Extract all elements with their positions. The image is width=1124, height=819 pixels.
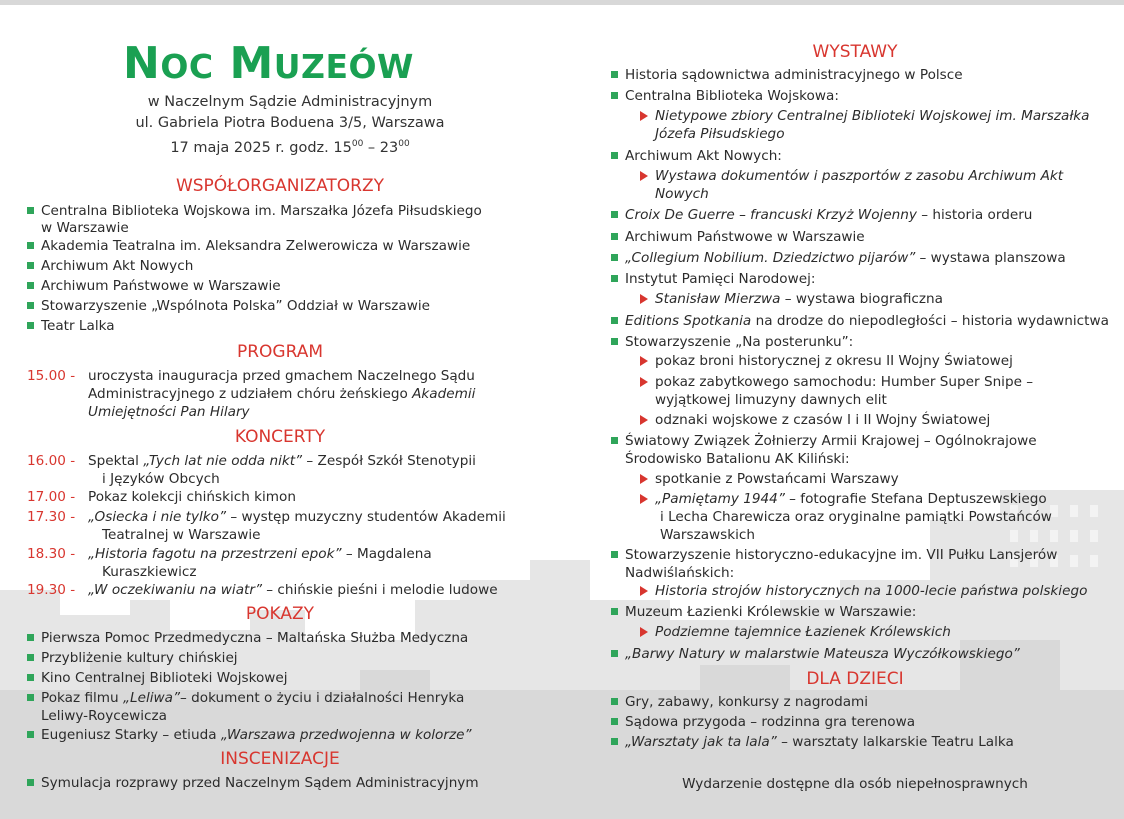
list-item: Stowarzyszenie historyczno-edukacyjne im. VII Pułku Lansjerów (611, 546, 1057, 564)
list-item: Muzeum Łazienki Królewskie w Warszawie: (611, 603, 916, 621)
sub-item: Wystawa dokumentów i paszportów z zasobu Archiwum Akt (640, 167, 1063, 185)
sub-item-cont: i Lecha Charewicza oraz oryginalne pamiątki Powstańców (660, 509, 1052, 525)
list-item: Historia sądownictwa administracyjnego w Polsce (611, 66, 963, 84)
sub-item-cont: Warszawskich (660, 527, 755, 543)
list-item: Centralna Biblioteka Wojskowa: (611, 87, 839, 105)
address-line: ul. Gabriela Piotra Boduena 3/5, Warszawa (135, 115, 445, 131)
sub-item: Nietypowe zbiory Centralnej Biblioteki Wojskowej im. Marszałka (640, 107, 1089, 125)
list-item: Instytut Pamięci Narodowej: (611, 270, 815, 288)
list-item: „Warsztaty jak ta lala” – warsztaty lalkarskie Teatru Lalka (611, 733, 1014, 751)
list-item-cont: Nadwiślańskich: (625, 565, 735, 581)
list-item: Centralna Biblioteka Wojskowa im. Marszałka Józefa Piłsudskiego (27, 202, 482, 220)
shows-heading: POKAZY (245, 604, 315, 624)
coorganizers-heading: WSPÓŁORGANIZATORZY (175, 176, 385, 196)
list-item: Stowarzyszenie „Wspólnota Polska” Oddział w Warszawie (27, 297, 430, 315)
list-item-cont: Środowisko Batalionu AK Kiliński: (625, 451, 850, 467)
list-item: Archiwum Państwowe w Warszawie (611, 228, 865, 246)
accessibility-note: Wydarzenie dostępne dla osób niepełnosprawnych (682, 776, 1028, 792)
list-item: Archiwum Akt Nowych: (611, 147, 782, 165)
sub-item-cont: wyjątkowej limuzyny dawnych elit (655, 392, 887, 408)
list-item: Pokaz filmu „Leliwa”– dokument o życiu i działalności Henryka (27, 689, 464, 707)
sub-item: Stanisław Mierzwa – wystawa biograficzna (640, 290, 943, 308)
list-item: Archiwum Akt Nowych (27, 257, 193, 275)
program-heading: PROGRAM (236, 342, 324, 362)
list-item: Akademia Teatralna im. Aleksandra Zelwerowicza w Warszawie (27, 237, 470, 255)
concerts-heading: KONCERTY (234, 427, 326, 447)
list-item: Kino Centralnej Biblioteki Wojskowej (27, 669, 288, 687)
sub-item: Podziemne tajemnice Łazienek Królewskich (640, 623, 951, 641)
list-item: „Barwy Natury w malarstwie Mateusza Wyczółkowskiego” (611, 645, 1020, 663)
kids-heading: DLA DZIECI (806, 669, 904, 689)
list-item: Sądowa przygoda – rodzinna gra terenowa (611, 713, 915, 731)
list-item: Eugeniusz Starky – etiuda „Warszawa przedwojenna w kolorze” (27, 726, 472, 744)
list-item: Symulacja rozprawy przed Naczelnym Sądem Administracyjnym (27, 774, 479, 792)
list-item: Editions Spotkania na drodze do niepodległości – historia wydawnictwa (611, 312, 1109, 330)
list-item: Światowy Związek Żołnierzy Armii Krajowej – Ogólnokrajowe (611, 432, 1037, 450)
sub-item: pokaz broni historycznej z okresu II Wojny Światowej (640, 352, 1013, 370)
list-item: Pierwsza Pomoc Przedmedyczna – Maltańska Służba Medyczna (27, 629, 468, 647)
sub-item-cont: Nowych (655, 186, 709, 202)
list-item: Gry, zabawy, konkursy z nagrodami (611, 693, 868, 711)
list-item: Archiwum Państwowe w Warszawie (27, 277, 281, 295)
sub-item-cont: Józefa Piłsudskiego (655, 126, 785, 142)
list-item-cont: Leliwy-Roycewicza (41, 708, 167, 724)
list-item: Przybliżenie kultury chińskiej (27, 649, 238, 667)
list-item: Stowarzyszenie „Na posterunku”: (611, 333, 853, 351)
list-item: „Collegium Nobilium. Dziedzictwo pijarów” – wystawa planszowa (611, 249, 1066, 267)
date-line: 17 maja 2025 r. godz. $15^{00} - 23^{00}$ (170, 139, 410, 156)
list-item: Teatr Lalka (27, 317, 115, 335)
sub-item: odznaki wojskowe z czasów I i II Wojny Światowej (640, 411, 990, 429)
list-item: Croix De Guerre – francuski Krzyż Wojenny – historia orderu (611, 206, 1032, 224)
venue-line: w Naczelnym Sądzie Administracyjnym (147, 94, 433, 110)
sub-item: „Pamiętamy 1944” – fotografie Stefana Deptuszewskiego (640, 490, 1047, 508)
exhibitions-heading: WYSTAWY (812, 42, 898, 62)
staging-heading: INSCENIZACJE (220, 749, 340, 769)
sub-item: Historia strojów historycznych na 1000-lecie państwa polskiego (640, 582, 1087, 600)
sub-item: spotkanie z Powstańcami Warszawy (640, 470, 899, 488)
list-item-cont: w Warszawie (41, 220, 129, 236)
sub-item: pokaz zabytkowego samochodu: Humber Super Snipe – (640, 373, 1033, 391)
event-title: NOC MUZEÓW (123, 38, 414, 89)
